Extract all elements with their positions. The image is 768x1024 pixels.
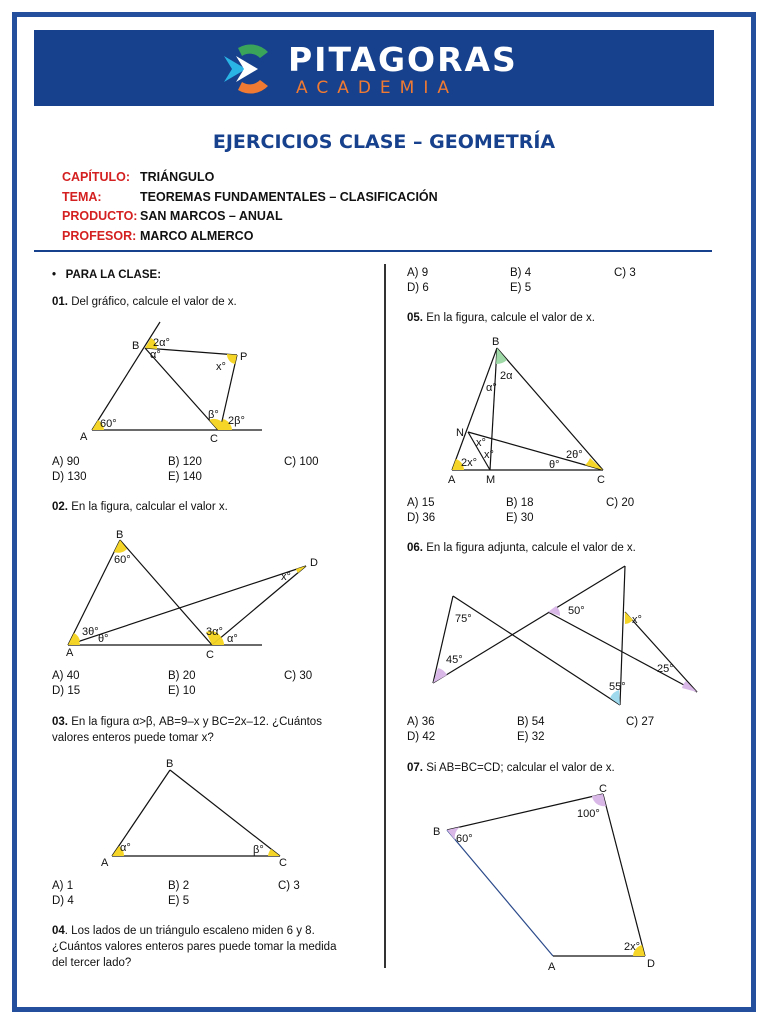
figure-06: [433, 566, 697, 705]
meta-row: CAPÍTULO: TRIÁNGULO: [62, 170, 215, 184]
svg-text:β°: β°: [208, 409, 219, 421]
svg-text:C: C: [210, 433, 218, 445]
svg-text:60°: 60°: [100, 418, 117, 430]
problem-04-text-3: del tercer lado?: [52, 957, 132, 969]
problem-01-text: 01. Del gráfico, calcule el valor de x.: [52, 296, 237, 308]
option: D) 36: [407, 512, 436, 524]
problem-05-text: 05. En la figura, calcule el valor de x.: [407, 312, 595, 324]
bullet-icon: •: [52, 269, 57, 281]
svg-text:D: D: [310, 557, 318, 569]
meta-row: PRODUCTO: SAN MARCOS – ANUAL: [62, 209, 283, 223]
svg-text:B: B: [433, 826, 441, 838]
option: C) 30: [284, 670, 313, 682]
meta-row: PROFESOR: MARCO ALMERCO: [62, 228, 254, 243]
svg-text:A: A: [548, 961, 556, 973]
svg-text:x°: x°: [476, 437, 486, 449]
svg-text:C: C: [279, 857, 287, 869]
svg-text:x°: x°: [484, 449, 494, 461]
svg-text:2θ°: 2θ°: [566, 449, 583, 461]
svg-text:60°: 60°: [114, 554, 131, 566]
option: B) 54: [517, 716, 545, 728]
option: A) 36: [407, 716, 435, 728]
option: C) 20: [606, 497, 635, 509]
option: D) 130: [52, 471, 87, 483]
svg-text:A: A: [80, 431, 88, 443]
svg-text:B: B: [116, 529, 124, 541]
brand-subtitle: ACADEMIA: [296, 78, 458, 98]
option: E) 30: [506, 512, 534, 524]
svg-text:A: A: [66, 647, 74, 659]
svg-text:100°: 100°: [577, 808, 600, 820]
figure-01: [80, 322, 262, 445]
option: B) 18: [506, 497, 534, 509]
option: D) 6: [407, 282, 429, 294]
svg-text:N: N: [456, 427, 464, 439]
svg-text:2x°: 2x°: [461, 457, 478, 469]
problem-03-text: 03. En la figura α>β, AB=9–x y BC=2x–12. ¿Cuántos: [52, 716, 322, 728]
brand-title: PITAGORAS: [288, 40, 518, 79]
option: C) 3: [614, 267, 636, 279]
svg-text:θ°: θ°: [549, 459, 560, 471]
svg-text:3θ°: 3θ°: [82, 626, 99, 638]
problem-04-text-2: ¿Cuántos valores enteros pares puede tomar la medida: [52, 941, 337, 953]
figure-02: [66, 529, 318, 661]
svg-text:α°: α°: [486, 382, 497, 394]
svg-text:M: M: [486, 474, 496, 486]
problem-07-text: 07. Si AB=BC=CD; calcular el valor de x.: [407, 762, 615, 774]
svg-text:θ°: θ°: [98, 633, 109, 645]
option: B) 20: [168, 670, 196, 682]
option: B) 4: [510, 267, 532, 279]
option: A) 1: [52, 880, 74, 892]
page-title: EJERCICIOS CLASE – GEOMETRÍA: [212, 131, 556, 153]
svg-text:A: A: [448, 474, 456, 486]
svg-text:B: B: [166, 758, 174, 770]
svg-text:α°: α°: [120, 842, 131, 854]
option: D) 42: [407, 731, 436, 743]
svg-text:2α: 2α: [500, 370, 513, 382]
option: E) 5: [510, 282, 532, 294]
svg-text:x°: x°: [632, 614, 642, 626]
figure-07: [433, 783, 655, 973]
svg-text:C: C: [597, 474, 605, 486]
svg-text:C: C: [206, 649, 214, 661]
svg-text:2x°: 2x°: [624, 941, 641, 953]
svg-text:25°: 25°: [657, 663, 674, 675]
svg-text:B: B: [492, 336, 500, 348]
svg-text:3α°: 3α°: [206, 626, 223, 638]
problem-06-text: 06. En la figura adjunta, calcule el valor de x.: [407, 542, 636, 554]
svg-text:2β°: 2β°: [228, 415, 245, 427]
option: C) 100: [284, 456, 319, 468]
option: E) 140: [168, 471, 202, 483]
option: E) 5: [168, 895, 190, 907]
problem-02-text: 02. En la figura, calcular el valor x.: [52, 501, 228, 513]
problem-03-text-2: valores enteros puede tomar x?: [52, 732, 214, 744]
svg-text:P: P: [240, 351, 248, 363]
svg-text:β°: β°: [253, 844, 264, 856]
option: A) 90: [52, 456, 80, 468]
svg-text:C: C: [599, 783, 607, 795]
option: A) 15: [407, 497, 435, 509]
svg-text:55°: 55°: [609, 681, 626, 693]
svg-text:50°: 50°: [568, 605, 585, 617]
svg-text:α°: α°: [150, 349, 161, 361]
svg-text:60°: 60°: [456, 833, 473, 845]
option: B) 120: [168, 456, 202, 468]
figure-05: [448, 336, 605, 486]
svg-text:α°: α°: [227, 633, 238, 645]
option: E) 10: [168, 685, 196, 697]
svg-text:x°: x°: [281, 571, 291, 583]
svg-text:75°: 75°: [455, 613, 472, 625]
svg-text:A: A: [101, 857, 109, 869]
option: C) 27: [626, 716, 655, 728]
option: A) 9: [407, 267, 429, 279]
svg-text:B: B: [132, 340, 140, 352]
meta-row: TEMA: TEOREMAS FUNDAMENTALES – CLASIFICACIÓN: [62, 189, 438, 204]
figure-03: [101, 758, 287, 869]
option: D) 4: [52, 895, 74, 907]
option: E) 32: [517, 731, 545, 743]
svg-text:D: D: [647, 958, 655, 970]
svg-text:x°: x°: [216, 361, 226, 373]
section-heading: • PARA LA CLASE:: [52, 269, 162, 281]
option: B) 2: [168, 880, 190, 892]
problem-04-text: 04. Los lados de un triángulo escaleno miden 6 y 8.: [52, 925, 315, 937]
svg-text:45°: 45°: [446, 654, 463, 666]
svg-text:2α°: 2α°: [153, 337, 170, 349]
option: A) 40: [52, 670, 80, 682]
option: C) 3: [278, 880, 300, 892]
option: D) 15: [52, 685, 81, 697]
